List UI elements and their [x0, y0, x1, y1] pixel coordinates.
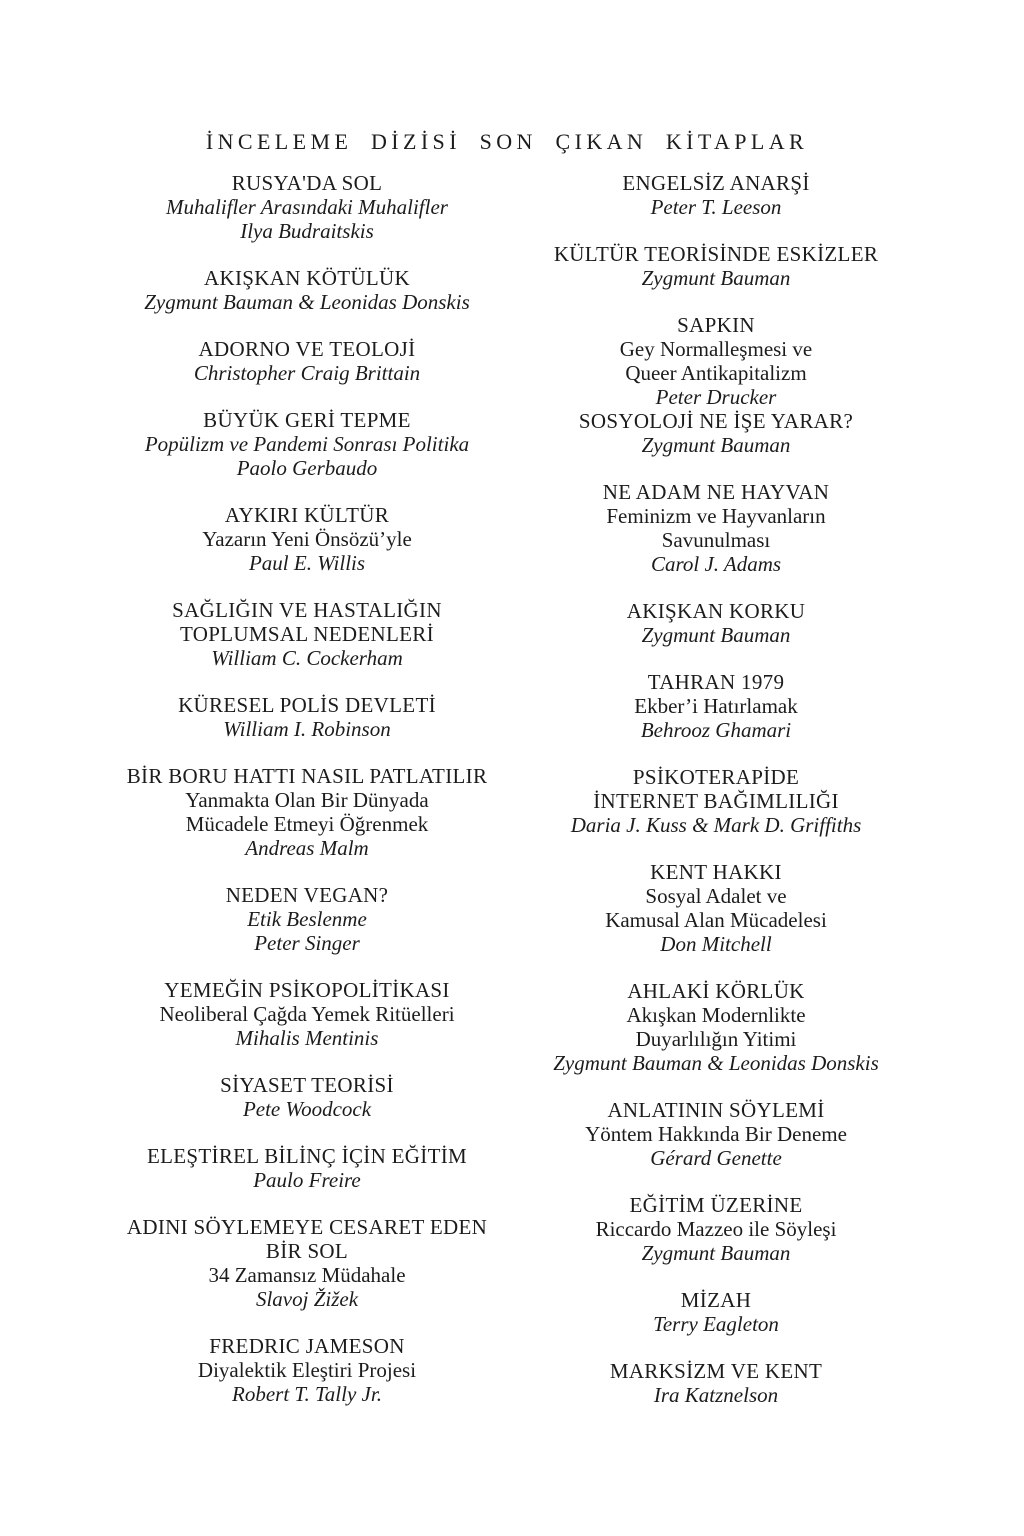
- book-entry: [496, 171, 936, 219]
- book-author: Paolo Gerbaudo: [236, 456, 378, 480]
- book-entry: [87, 171, 527, 243]
- book-author: Zygmunt Bauman & Leonidas Donskis: [553, 1051, 879, 1075]
- book-author: Zygmunt Bauman: [641, 433, 791, 457]
- book-entry: [496, 313, 936, 409]
- book-title: ENGELSİZ ANARŞİ: [622, 171, 810, 195]
- book-entry: [496, 670, 936, 742]
- book-entry: [496, 1359, 936, 1407]
- book-list-column-right: [496, 171, 936, 1407]
- book-entry: [496, 979, 936, 1075]
- book-subtitle: Feminizm ve Hayvanların: [606, 504, 826, 528]
- book-entry: [496, 1288, 936, 1336]
- book-entry: [496, 599, 936, 647]
- book-title: NEDEN VEGAN?: [225, 883, 389, 907]
- book-entry: [87, 598, 527, 670]
- book-subtitle: 34 Zamansız Müdahale: [208, 1263, 406, 1287]
- book-title: BÜYÜK GERİ TEPME: [203, 408, 411, 432]
- book-title: RUSYA'DA SOL: [231, 171, 383, 195]
- book-title: MARKSİZM VE KENT: [609, 1359, 823, 1383]
- book-subtitle: Savunulması: [661, 528, 771, 552]
- book-subtitle: Etik Beslenme: [247, 907, 367, 931]
- book-author: Robert T. Tally Jr.: [232, 1382, 382, 1406]
- book-subtitle: Kamusal Alan Mücadelesi: [605, 908, 827, 932]
- book-entry: [87, 503, 527, 575]
- book-entry: [496, 860, 936, 956]
- book-entry: [87, 408, 527, 480]
- book-entry: [496, 1193, 936, 1265]
- book-author: Peter Singer: [254, 931, 360, 955]
- book-list-column-left: [87, 171, 527, 1406]
- book-subtitle: Muhalifler Arasındaki Muhalifler: [166, 195, 448, 219]
- book-author: Slavoj Žižek: [255, 1287, 359, 1311]
- book-title: ANLATININ SÖYLEMİ: [607, 1098, 825, 1122]
- book-title: YEMEĞİN PSİKOPOLİTİKASI: [164, 978, 450, 1002]
- book-author: Paul E. Willis: [248, 551, 366, 575]
- book-subtitle: Popülizm ve Pandemi Sonrası Politika: [144, 432, 470, 456]
- book-title: AYKIRI KÜLTÜR: [224, 503, 390, 527]
- book-title: SAPKIN: [677, 313, 755, 337]
- book-author: Daria J. Kuss & Mark D. Griffiths: [570, 813, 862, 837]
- book-title: EĞİTİM ÜZERİNE: [629, 1193, 803, 1217]
- book-entry: [87, 337, 527, 385]
- book-subtitle: Akışkan Modernlikte: [626, 1003, 806, 1027]
- book-author: Peter T. Leeson: [650, 195, 782, 219]
- book-author: William I. Robinson: [223, 717, 391, 741]
- book-author: William C. Cockerham: [211, 646, 403, 670]
- book-title: SİYASET TEORİSİ: [220, 1073, 394, 1097]
- book-author: Don Mitchell: [660, 932, 772, 956]
- book-author: Pete Woodcock: [242, 1097, 372, 1121]
- book-title: KÜRESEL POLİS DEVLETİ: [178, 693, 436, 717]
- book-author: Paulo Freire: [253, 1168, 361, 1192]
- book-entry: [87, 1215, 527, 1311]
- book-title: KENT HAKKI: [650, 860, 782, 884]
- book-author: Andreas Malm: [245, 836, 369, 860]
- book-entry: [87, 764, 527, 860]
- book-author: Zygmunt Bauman: [641, 266, 791, 290]
- book-entry: [496, 480, 936, 576]
- book-entry: [87, 1144, 527, 1192]
- series-header: İNCELEME DİZİSİ SON ÇIKAN KİTAPLAR: [205, 129, 809, 154]
- book-entry: [496, 765, 936, 837]
- book-subtitle: Diyalektik Eleştiri Projesi: [197, 1358, 417, 1382]
- book-title: NE ADAM NE HAYVAN: [602, 480, 830, 504]
- book-author: Terry Eagleton: [653, 1312, 779, 1336]
- book-title: TAHRAN 1979: [647, 670, 785, 694]
- book-subtitle: Ekber’i Hatırlamak: [634, 694, 798, 718]
- book-subtitle: Neoliberal Çağda Yemek Ritüelleri: [159, 1002, 455, 1026]
- book-author: Mihalis Mentinis: [235, 1026, 379, 1050]
- book-entry: [496, 242, 936, 290]
- book-title: TOPLUMSAL NEDENLERİ: [180, 622, 434, 646]
- book-entry: [87, 883, 527, 955]
- book-author: Peter Drucker: [655, 385, 777, 409]
- book-author: Christopher Craig Brittain: [193, 361, 421, 385]
- book-subtitle: Mücadele Etmeyi Öğrenmek: [185, 812, 429, 836]
- book-title: ADINI SÖYLEMEYE CESARET EDEN: [126, 1215, 488, 1239]
- book-title: ADORNO VE TEOLOJİ: [198, 337, 416, 361]
- book-entry: [87, 1073, 527, 1121]
- book-title: AKIŞKAN KÖTÜLÜK: [204, 266, 410, 290]
- book-author: Zygmunt Bauman & Leonidas Donskis: [144, 290, 470, 314]
- book-subtitle: Duyarlılığın Yitimi: [635, 1027, 797, 1051]
- book-subtitle: Sosyal Adalet ve: [645, 884, 787, 908]
- book-title: BİR SOL: [265, 1239, 349, 1263]
- book-entry: [496, 409, 936, 457]
- book-title: ELEŞTİREL BİLİNÇ İÇİN EĞİTİM: [146, 1144, 468, 1168]
- book-title: PSİKOTERAPİDE: [632, 765, 800, 789]
- book-subtitle: Yazarın Yeni Önsözü’yle: [202, 527, 412, 551]
- book-title: SAĞLIĞIN VE HASTALIĞIN: [172, 598, 442, 622]
- book-entry: [87, 266, 527, 314]
- book-author: Zygmunt Bauman: [641, 623, 791, 647]
- book-title: FREDRIC JAMESON: [209, 1334, 405, 1358]
- book-title: AHLAKİ KÖRLÜK: [627, 979, 805, 1003]
- book-author: Ilya Budraitskis: [240, 219, 374, 243]
- book-title: SOSYOLOJİ NE İŞE YARAR?: [578, 409, 854, 433]
- book-title: İNTERNET BAĞIMLILIĞI: [593, 789, 839, 813]
- book-author: Ira Katznelson: [653, 1383, 779, 1407]
- book-entry: [87, 693, 527, 741]
- book-author: Gérard Genette: [650, 1146, 782, 1170]
- book-subtitle: Riccardo Mazzeo ile Söyleşi: [595, 1217, 837, 1241]
- book-entry: [496, 1098, 936, 1170]
- book-subtitle: Yanmakta Olan Bir Dünyada: [185, 788, 429, 812]
- book-subtitle: Yöntem Hakkında Bir Deneme: [585, 1122, 847, 1146]
- book-title: AKIŞKAN KORKU: [626, 599, 806, 623]
- book-author: Zygmunt Bauman: [641, 1241, 791, 1265]
- book-entry: [87, 978, 527, 1050]
- book-author: Carol J. Adams: [650, 552, 782, 576]
- book-title: KÜLTÜR TEORİSİNDE ESKİZLER: [553, 242, 879, 266]
- book-entry: [87, 1334, 527, 1406]
- book-title: BİR BORU HATTI NASIL PATLATILIR: [126, 764, 488, 788]
- book-subtitle: Gey Normalleşmesi ve: [619, 337, 813, 361]
- book-title: MİZAH: [680, 1288, 752, 1312]
- book-subtitle: Queer Antikapitalizm: [625, 361, 807, 385]
- book-author: Behrooz Ghamari: [640, 718, 792, 742]
